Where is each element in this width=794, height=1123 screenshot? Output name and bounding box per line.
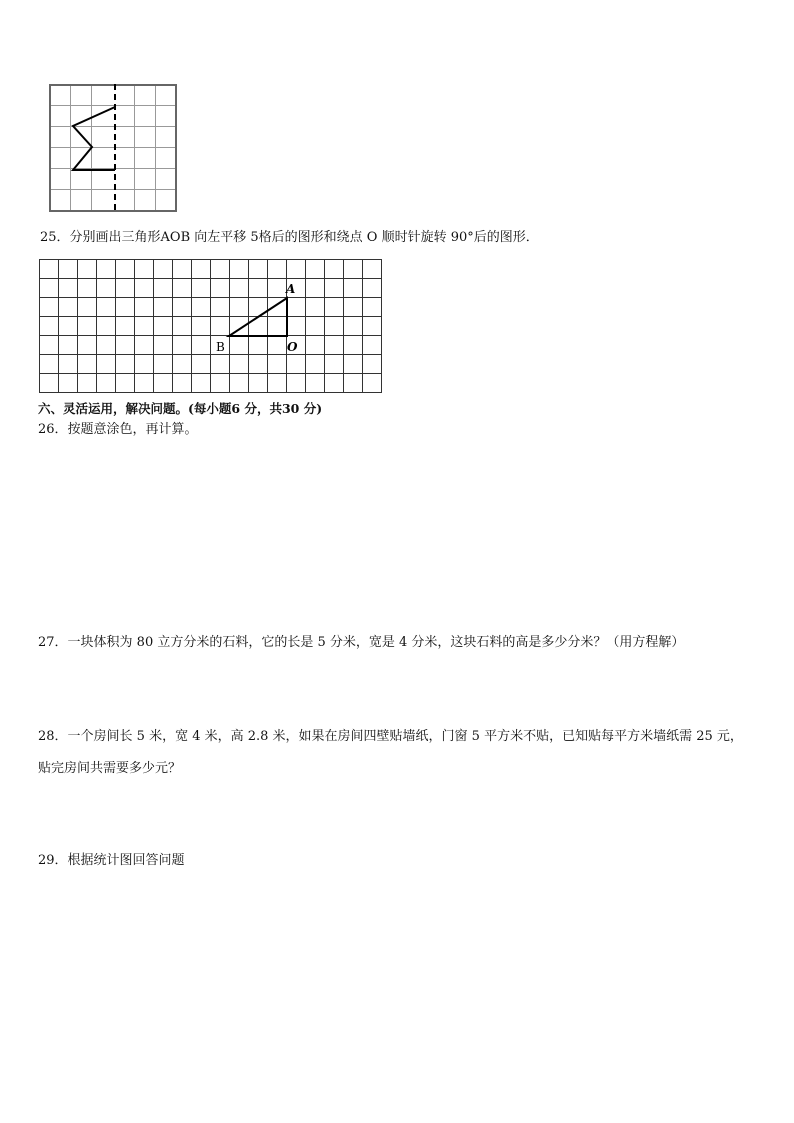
symmetry-grid-lines — [50, 85, 178, 213]
half-shape — [73, 107, 115, 170]
label-o: O — [287, 340, 298, 354]
question-26-text: 26．按题意涂色，再计算。 — [38, 422, 198, 437]
label-b: B — [216, 340, 225, 354]
question-27-text: 27．一块体积为 80 立方分米的石料，它的长是 5 分米，宽是 4 分米，这块石料的高是多少分米？（用方程解） — [38, 635, 685, 650]
section-6-heading: 六、灵活运用，解决问题。(每小题6 分，共30 分) — [38, 401, 323, 416]
question-28-line-1: 28．一个房间长 5 米，宽 4 米，高 2.8 米，如果在房间四壁贴墙纸，门窗 5 平方米不贴，已知贴每平方米墙纸需 25 元， — [38, 729, 743, 744]
grid-lines — [40, 260, 382, 393]
label-a: A — [286, 282, 296, 296]
question-29-text: 29．根据统计图回答问题 — [38, 853, 185, 868]
question-25-text: 25．分别画出三角形AOB 向左平移 5格后的图形和绕点 O 顺时针旋转 90°后的图形． — [40, 230, 539, 245]
translation-rotation-grid — [39, 259, 383, 395]
question-28-line-2: 贴完房间共需要多少元？ — [38, 761, 182, 776]
symmetry-grid-figure — [49, 84, 179, 214]
